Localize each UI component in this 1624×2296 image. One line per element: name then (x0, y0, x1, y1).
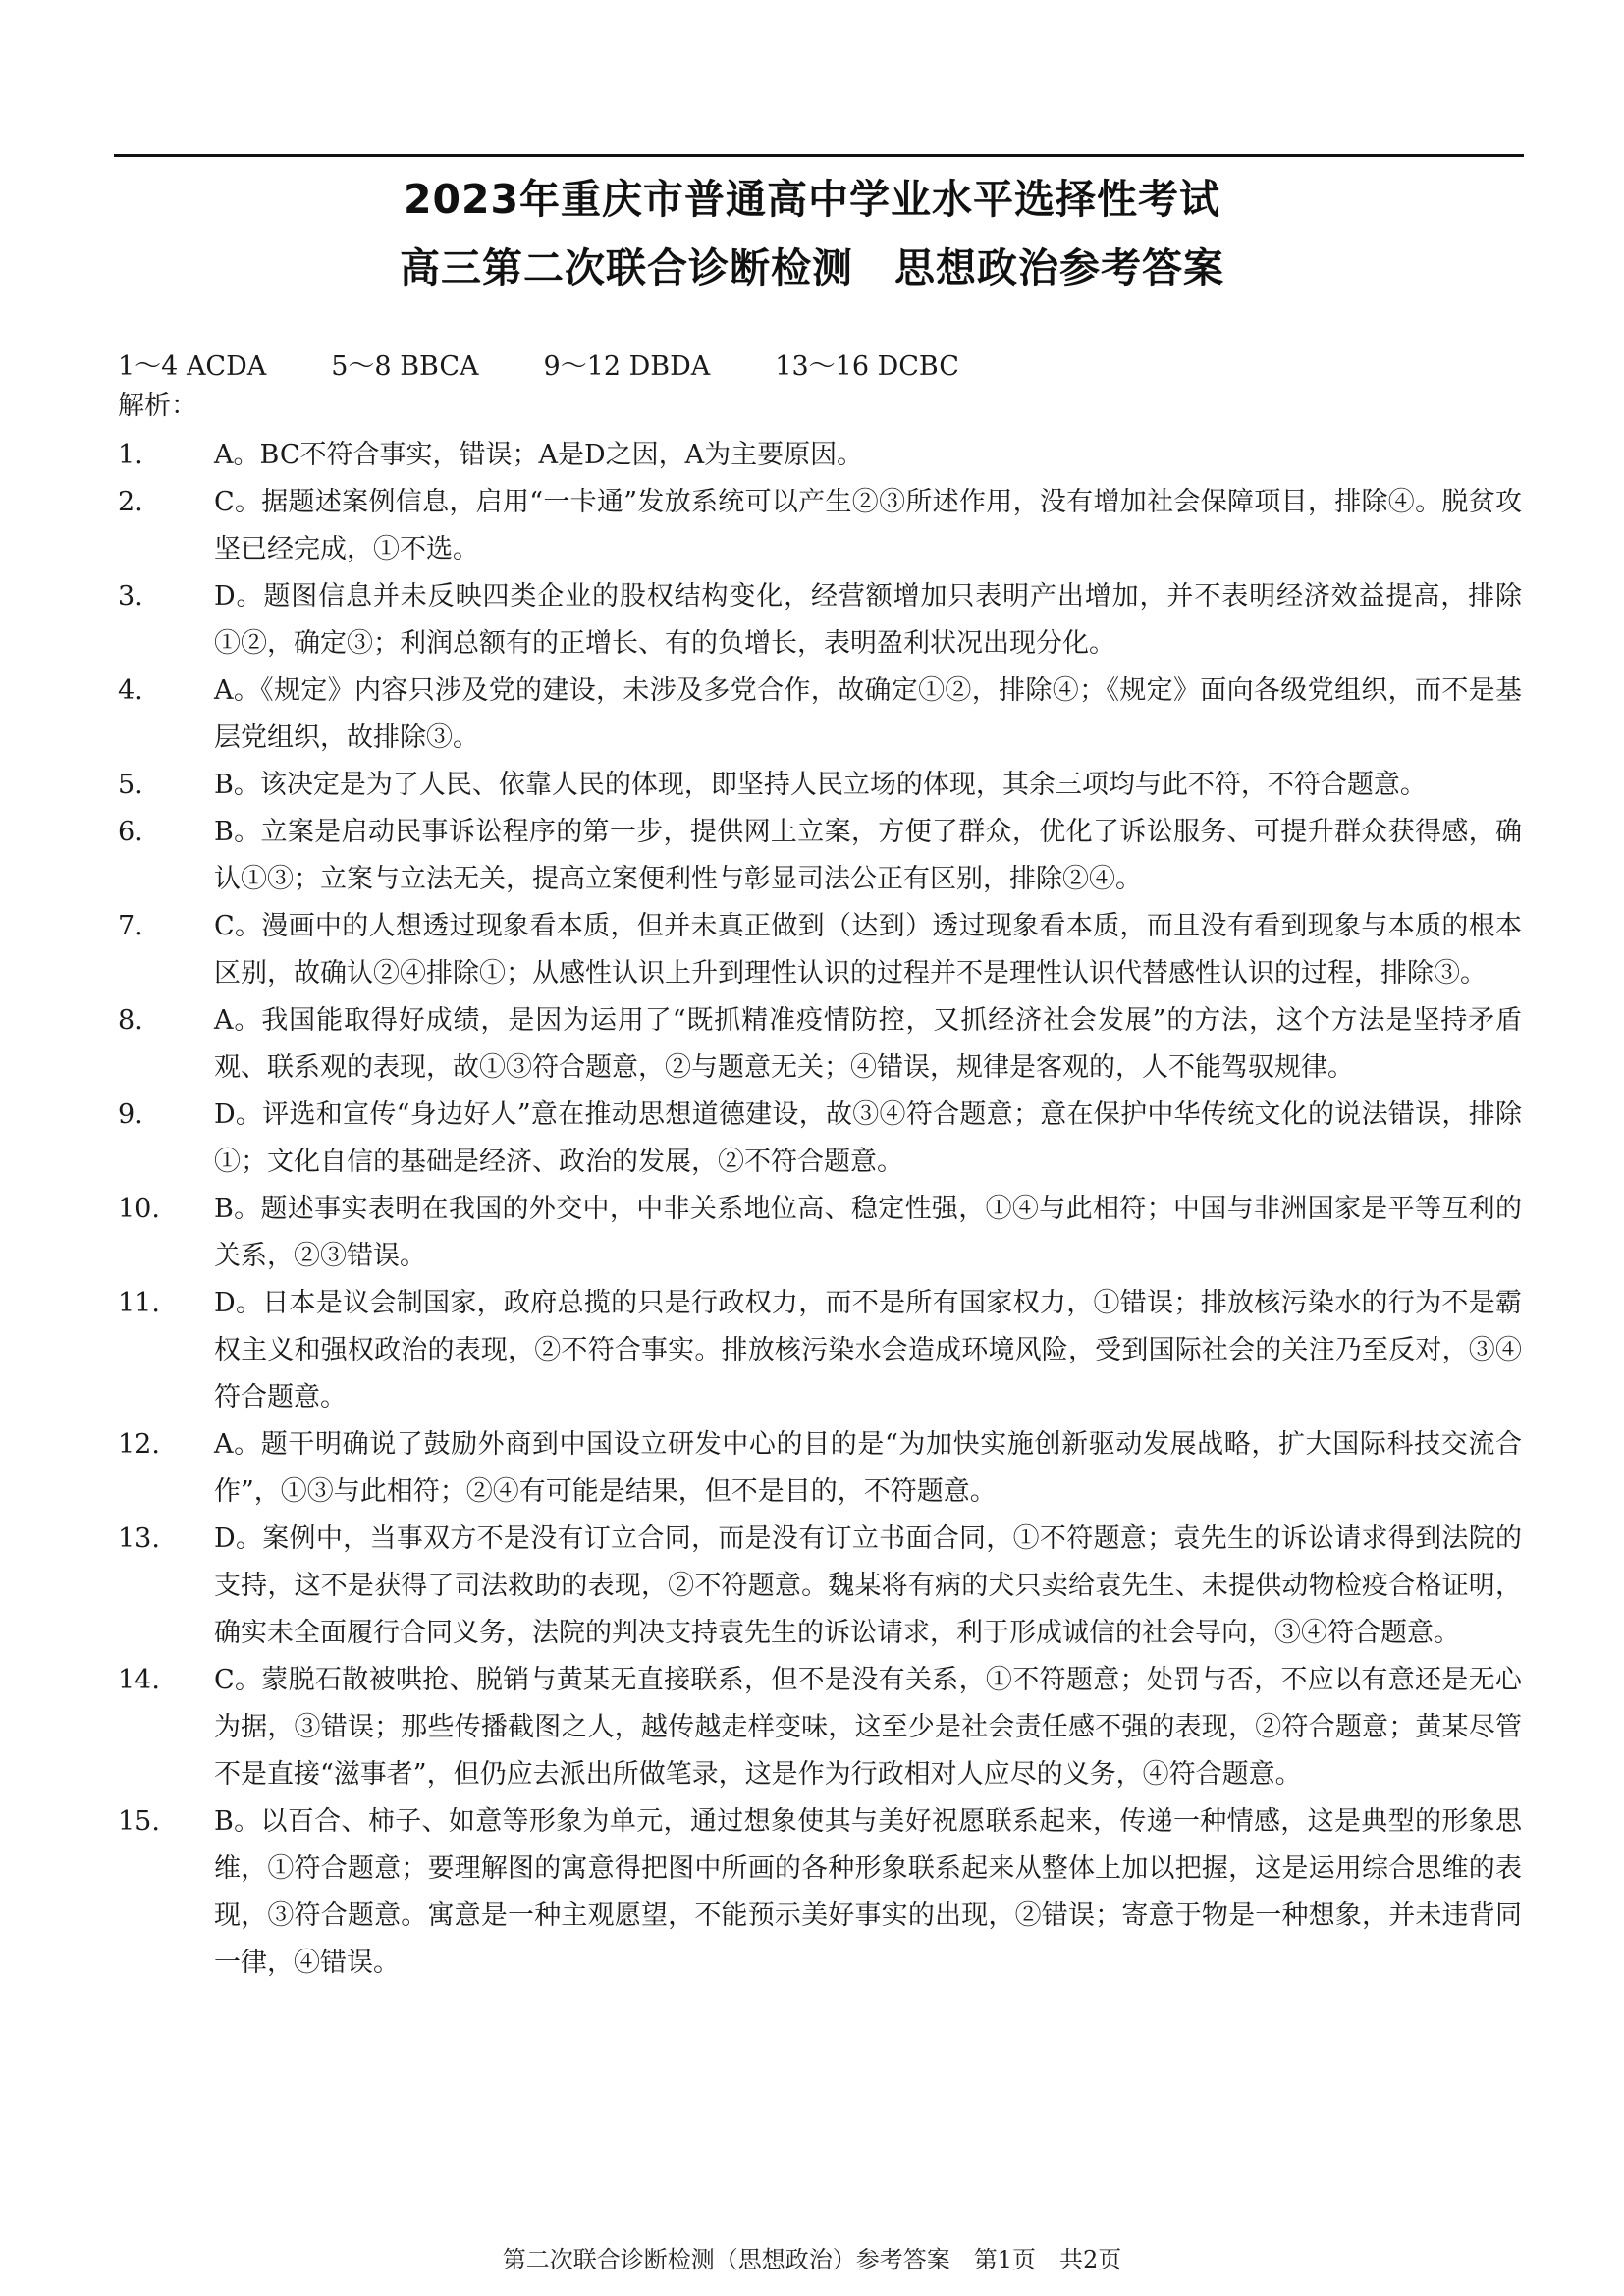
item-number: 3. (118, 581, 143, 612)
analysis-item (118, 762, 1522, 809)
analysis-item (118, 1280, 1522, 1421)
item-number: 13. (118, 1523, 160, 1554)
item-text: A。题干明确说了鼓励外商到中国设立研发中心的目的是“为加快实施创新驱动发展战略，扩大国际科技交流合作”，①③与此相符；②④有可能是结果，但不是目的，不符题意。 (214, 1429, 1522, 1507)
analysis-item (118, 573, 1522, 667)
item-text: A。BC不符合事实，错误；A是D之因，A为主要原因。 (214, 440, 864, 470)
item-number: 6. (118, 817, 143, 847)
item-text: B。立案是启动民事诉讼程序的第一步，提供网上立案，方便了群众，优化了诉讼服务、可提升群众获得感，确认①③；立案与立法无关，提高立案便利性与彰显司法公正有区别，排除②④。 (214, 817, 1522, 894)
analysis-list (118, 432, 1522, 1987)
analysis-item (118, 479, 1522, 573)
item-text: C。据题述案例信息，启用“一卡通”发放系统可以产生②③所述作用，没有增加社会保障项目，排除④。脱贫攻坚已经完成，①不选。 (214, 487, 1522, 564)
item-text: A。我国能取得好成绩，是因为运用了“既抓精准疫情防控，又抓经济社会发展”的方法，这个方法是坚持矛盾观、联系观的表现，故①③符合题意，②与题意无关；④错误，规律是客观的，人不能驾驭规律。 (214, 1005, 1522, 1083)
page-title: 2023年重庆市普通高中学业水平选择性考试 (403, 176, 1221, 223)
item-number: 11. (118, 1288, 160, 1318)
analysis-item (118, 1186, 1522, 1280)
item-number: 14. (118, 1665, 160, 1695)
analysis-item (118, 997, 1522, 1092)
item-number: 9. (118, 1099, 143, 1130)
analysis-item (118, 1798, 1522, 1987)
analysis-item (118, 1421, 1522, 1516)
analysis-item (118, 809, 1522, 903)
analysis-item (118, 667, 1522, 762)
item-number: 15. (118, 1806, 160, 1837)
item-number: 2. (118, 487, 143, 517)
analysis-item (118, 1657, 1522, 1798)
answer-key (118, 347, 1024, 387)
item-text: A。《规定》内容只涉及党的建设，未涉及多党合作，故确定①②，排除④；《规定》面向各级党组织，而不是基层党组织，故排除③。 (214, 675, 1522, 753)
item-text: C。漫画中的人想透过现象看本质，但并未真正做到（达到）透过现象看本质，而且没有看到现象与本质的根本区别，故确认②④排除①；从感性认识上升到理性认识的过程并不是理性认识代替感性认识的过程，排除③。 (214, 911, 1522, 988)
page-footer: 第二次联合诊断检测（思想政治）参考答案 第1页 共2页 (502, 2246, 1122, 2273)
item-number: 1. (118, 440, 143, 470)
answer-group: 13～16 DCBC (775, 351, 959, 382)
item-text: B。题述事实表明在我国的外交中，中非关系地位高、稳定性强，①④与此相符；中国与非洲国家是平等互利的关系，②③错误。 (214, 1194, 1522, 1271)
item-text: B。以百合、柿子、如意等形象为单元，通过想象使其与美好祝愿联系起来，传递一种情感，这是典型的形象思维，①符合题意；要理解图的寓意得把图中所画的各种形象联系起来从整体上加以把握，这是运用综合思维的表现，③符合题意。寓意是一种主观愿望，不能预示美好事实的出现，②错误；寄意于物是一种想象，并未违背同一律，④错误。 (214, 1806, 1522, 1978)
answer-group: 1～4 ACDA (118, 351, 267, 382)
item-text: C。蒙脱石散被哄抢、脱销与黄某无直接联系，但不是没有关系，①不符题意；处罚与否，不应以有意还是无心为据，③错误；那些传播截图之人，越传越走样变味，这至少是社会责任感不强的表现，②符合题意；黄某尽管不是直接“滋事者”，但仍应去派出所做笔录，这是作为行政相对人应尽的义务，④符合题意。 (214, 1665, 1522, 1789)
item-text: D。评选和宣传“身边好人”意在推动思想道德建设，故③④符合题意；意在保护中华传统文化的说法错误，排除①；文化自信的基础是经济、政治的发展，②不符合题意。 (214, 1099, 1522, 1177)
item-number: 10. (118, 1194, 160, 1224)
answer-group: 5～8 BBCA (331, 351, 479, 382)
item-number: 5. (118, 770, 143, 800)
item-text: D。日本是议会制国家，政府总揽的只是行政权力，而不是所有国家权力，①错误；排放核污染水的行为不是霸权主义和强权政治的表现，②不符合事实。排放核污染水会造成环境风险，受到国际社会的关注乃至反对，③④符合题意。 (214, 1288, 1522, 1413)
analysis-item (118, 1092, 1522, 1186)
answer-group: 9～12 DBDA (543, 351, 711, 382)
item-text: B。该决定是为了人民、依靠人民的体现，即坚持人民立场的体现，其余三项均与此不符，不符合题意。 (214, 770, 1427, 800)
analysis-label: 解析： (118, 391, 197, 421)
item-number: 12. (118, 1429, 160, 1460)
item-number: 4. (118, 675, 143, 706)
analysis-item (118, 1516, 1522, 1657)
item-text: D。题图信息并未反映四类企业的股权结构变化，经营额增加只表明产出增加，并不表明经济效益提高，排除①②，确定③；利润总额有的正增长、有的负增长，表明盈利状况出现分化。 (214, 581, 1522, 659)
analysis-item (118, 903, 1522, 997)
item-text: D。案例中，当事双方不是没有订立合同，而是没有订立书面合同，①不符题意；袁先生的诉讼请求得到法院的支持，这不是获得了司法救助的表现，②不符题意。魏某将有病的犬只卖给袁先生、未提供动物检疫合格证明，确实未全面履行合同义务，法院的判决支持袁先生的诉讼请求，利于形成诚信的社会导向，③④符合题意。 (214, 1523, 1522, 1648)
analysis-item (118, 432, 1522, 479)
page-subtitle: 高三第二次联合诊断检测 思想政治参考答案 (400, 244, 1224, 292)
item-number: 8. (118, 1005, 143, 1036)
top-rule (114, 154, 1524, 157)
item-number: 7. (118, 911, 143, 941)
